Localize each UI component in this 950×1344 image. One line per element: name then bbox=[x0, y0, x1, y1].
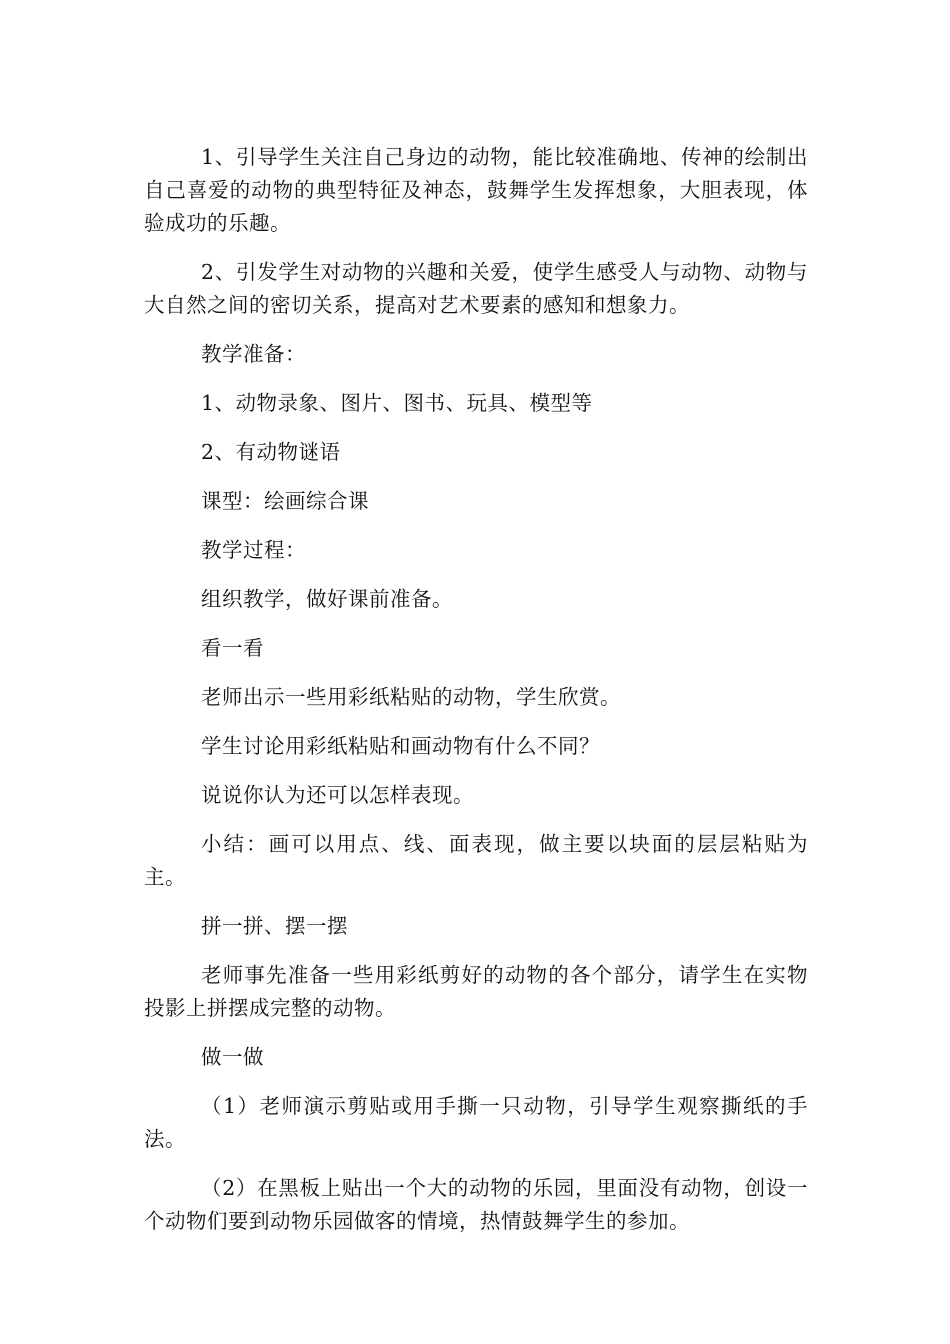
paragraph-preparation-2: 2、有动物谜语 bbox=[201, 440, 341, 464]
paragraph-students-discuss: 学生讨论用彩纸粘贴和画动物有什么不同？ bbox=[201, 734, 600, 758]
paragraph-objective-1: 1、引导学生关注自己身边的动物，能比较准确地、传神的绘制出自己喜爱的动物的典型特征及神态，鼓舞学生发挥想象，大胆表现，体验成功的乐趣。 bbox=[144, 145, 808, 235]
paragraph-objective-2: 2、引发学生对动物的兴趣和关爱，使学生感受人与动物、动物与大自然之间的密切关系，提高对艺术要素的感知和想象力。 bbox=[144, 260, 808, 317]
paragraph-step-1: （1）老师演示剪贴或用手撕一只动物，引导学生观察撕纸的手法。 bbox=[144, 1094, 808, 1151]
paragraph-lesson-type: 课型：绘画综合课 bbox=[201, 489, 369, 513]
paragraph-step-2: （2）在黑板上贴出一个大的动物的乐园，里面没有动物，创设一个动物们要到动物乐园做客的情境，热情鼓舞学生的参加。 bbox=[144, 1176, 808, 1233]
heading-look: 看一看 bbox=[201, 636, 264, 660]
heading-assemble: 拼一拼、摆一摆 bbox=[201, 914, 348, 938]
document-body bbox=[144, 141, 808, 1254]
paragraph-teacher-shows: 老师出示一些用彩纸粘贴的动物，学生欣赏。 bbox=[201, 685, 621, 709]
paragraph-say: 说说你认为还可以怎样表现。 bbox=[201, 783, 474, 807]
paragraph-summary: 小结：画可以用点、线、面表现，做主要以块面的层层粘贴为主。 bbox=[144, 832, 808, 889]
heading-teaching-preparation: 教学准备： bbox=[201, 342, 306, 366]
paragraph-teacher-prepares: 老师事先准备一些用彩纸剪好的动物的各个部分，请学生在实物投影上拼摆成完整的动物。 bbox=[144, 963, 808, 1020]
heading-make: 做一做 bbox=[201, 1045, 264, 1069]
paragraph-organize: 组织教学，做好课前准备。 bbox=[201, 587, 453, 611]
paragraph-preparation-1: 1、动物录象、图片、图书、玩具、模型等 bbox=[201, 391, 593, 415]
heading-teaching-process: 教学过程： bbox=[201, 538, 306, 562]
